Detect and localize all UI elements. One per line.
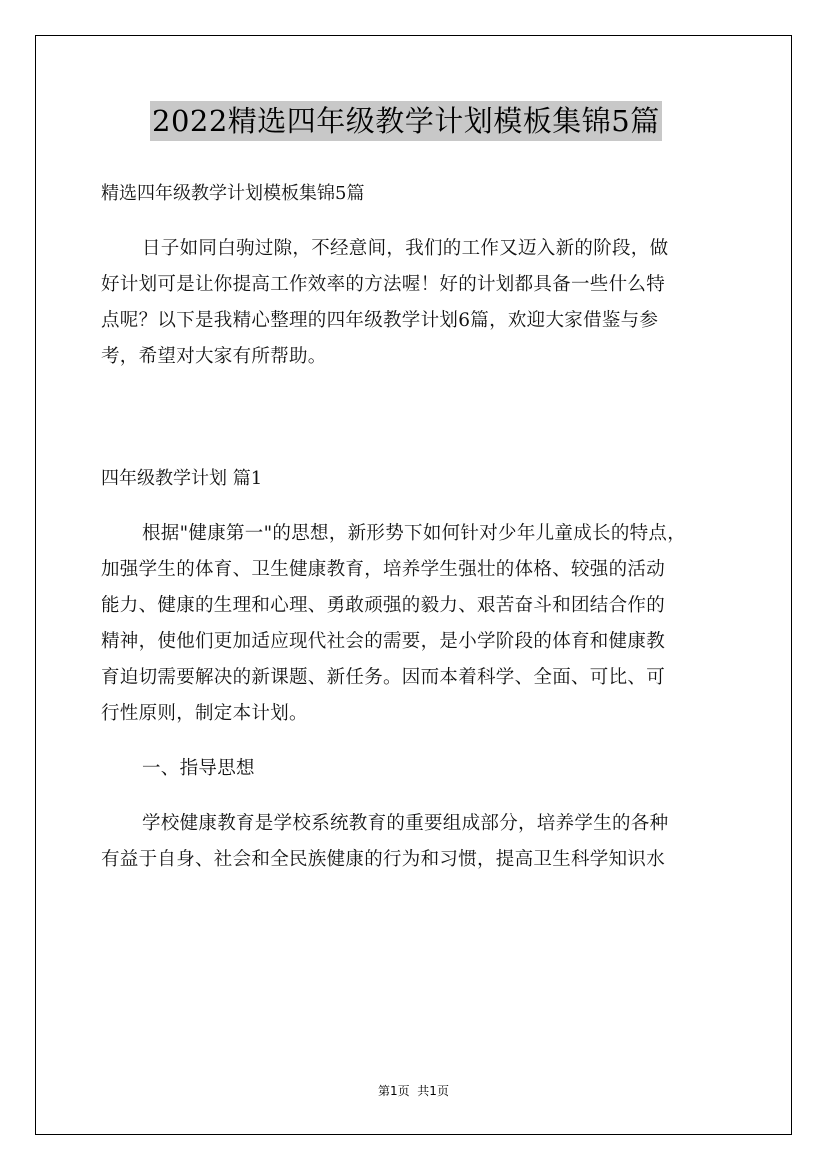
heading-block: [101, 751, 741, 787]
section-title: 四年级教学计划 篇1: [101, 468, 263, 489]
paragraph-line: 根据"健康第一"的思想，新形势下如何针对少年儿童成长的特点，: [142, 523, 687, 544]
document-subtitle: 精选四年级教学计划模板集锦5篇: [101, 183, 365, 204]
intro-paragraph: [101, 231, 741, 375]
paragraph-line: 精神，使他们更加适应现代社会的需要，是小学阶段的体育和健康教: [101, 631, 666, 652]
document-body: [101, 176, 741, 878]
document-title: 2022精选四年级教学计划模板集锦5篇: [150, 101, 662, 141]
paragraph-line: 育迫切需要解决的新课题、新任务。因而本着科学、全面、可比、可: [101, 667, 666, 688]
paragraph-line: 日子如同白驹过隙，不经意间，我们的工作又迈入新的阶段，做: [142, 238, 669, 259]
paragraph-line: 能力、健康的生理和心理、勇敢顽强的毅力、艰苦奋斗和团结合作的: [101, 595, 666, 616]
paragraph-line: 有益于自身、社会和全民族健康的行为和习惯，提高卫生科学知识水: [101, 849, 666, 870]
guidance-paragraph: [101, 806, 741, 878]
subsection-heading: 一、指导思想: [142, 758, 255, 779]
paragraph-line: 行性原则，制定本计划。: [101, 703, 308, 724]
paragraph-line: 加强学生的体育、卫生健康教育，培养学生强壮的体格、较强的活动: [101, 559, 666, 580]
page-number-footer: 第1页 共1页: [378, 1084, 449, 1098]
paragraph-line: 点呢？以下是我精心整理的四年级教学计划6篇，欢迎大家借鉴与参: [101, 310, 659, 331]
paragraph-line: 考，希望对大家有所帮助。: [101, 346, 327, 367]
paragraph-line: 学校健康教育是学校系统教育的重要组成部分，培养学生的各种: [142, 813, 669, 834]
paragraph-line: 好计划可是让你提高工作效率的方法喔！好的计划都具备一些什么特: [101, 274, 666, 295]
paragraph-spacer: [101, 375, 741, 461]
section-paragraph: [101, 516, 741, 732]
